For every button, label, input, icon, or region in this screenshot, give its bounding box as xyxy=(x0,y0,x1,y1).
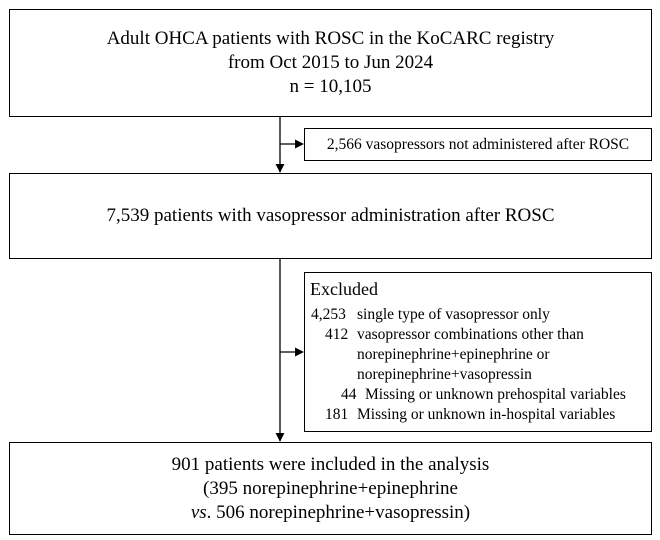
enrollment-box xyxy=(9,9,652,117)
enrollment-line-2: from Oct 2015 to Jun 2024 xyxy=(227,52,434,73)
final-line-3 xyxy=(191,501,470,525)
excluded-item-text-continued: norepinephrine+epinephrine or xyxy=(357,346,550,363)
excluded-item-text-continued: norepinephrine+vasopressin xyxy=(357,366,532,383)
excluded-item-text: vasopressor combinations other than xyxy=(357,326,584,343)
excluded-item-text: Missing or unknown in-hospital variables xyxy=(357,406,616,423)
excluded-item-text: Missing or unknown prehospital variables xyxy=(365,386,626,403)
exclusion-box-no-vasopressor xyxy=(304,128,652,161)
final-line-2: (395 norepinephrine+epinephrine xyxy=(203,477,458,499)
excluded-title: Excluded xyxy=(310,279,378,299)
final-line-3-rest: . 506 norepinephrine+vasopressin) xyxy=(206,501,471,523)
excluded-item-count: 4,253 xyxy=(311,306,346,323)
enrollment-count: n = 10,105 xyxy=(289,76,372,97)
excluded-item-count: 181 xyxy=(325,406,349,423)
final-analysis-box xyxy=(9,442,652,535)
excluded-item-count: 44 xyxy=(341,386,357,403)
exclusion-box-criteria xyxy=(304,272,652,432)
excluded-item-count: 412 xyxy=(325,326,349,343)
enrollment-line-1: Adult OHCA patients with ROSC in the KoCARC registry xyxy=(106,28,555,49)
excluded-item-text: single type of vasopressor only xyxy=(357,306,550,323)
vasopressor-box xyxy=(9,173,652,259)
vasopressor-text: 7,539 patients with vasopressor administration after ROSC xyxy=(106,205,555,226)
exclusion-no-vasopressor-text: 2,566 vasopressors not administered after ROSC xyxy=(326,135,630,153)
final-line-1: 901 patients were included in the analysis xyxy=(171,453,490,475)
final-vs-italic: vs xyxy=(190,501,207,523)
